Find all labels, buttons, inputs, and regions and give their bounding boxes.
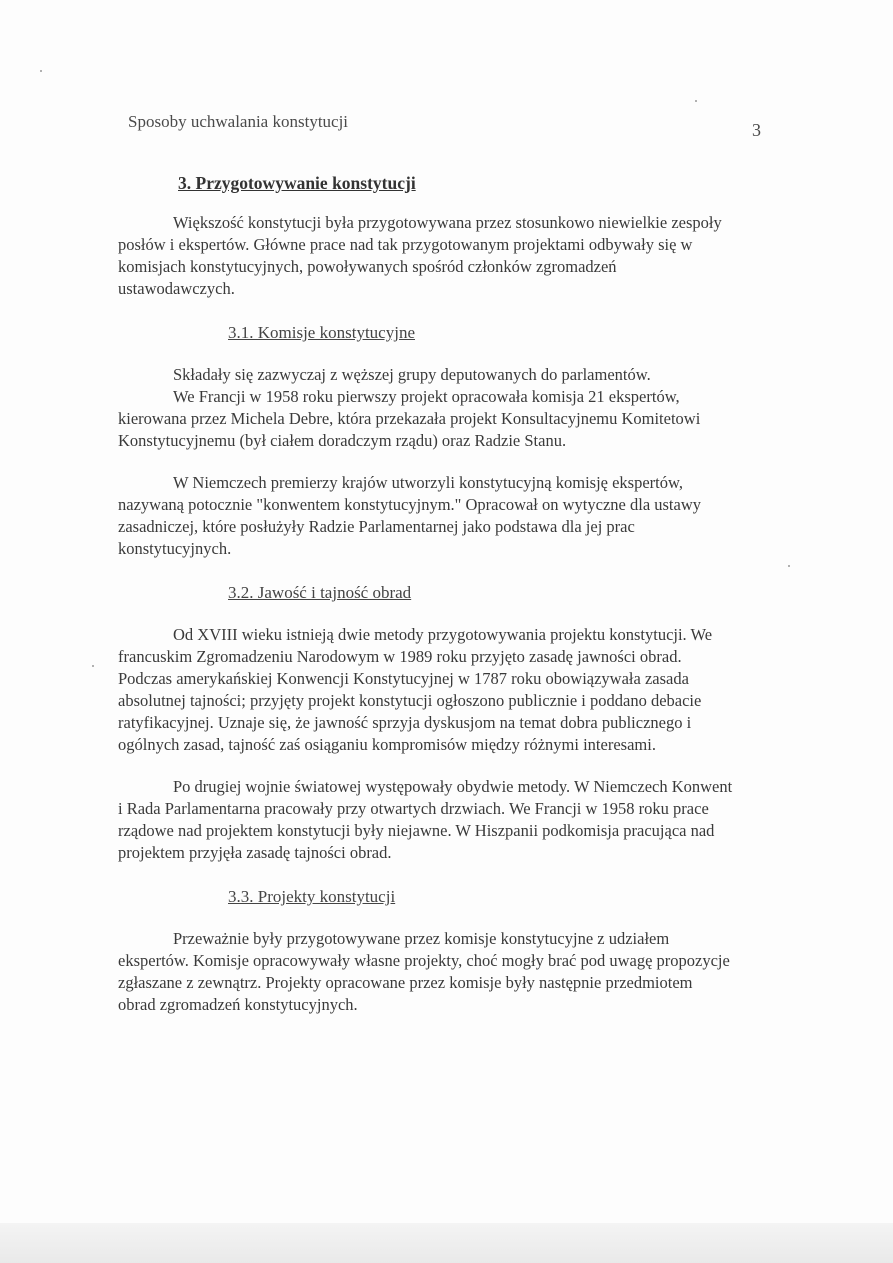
paragraph-3-1-b: We Francji w 1958 roku pierwszy projekt opracowała komisja 21 ekspertów, kierowana przez Michela Debre, która przekazała projekt Konsultacyjnemu Komitetowi Konstytucyjnemu (był ciałem doradczym rządu) oraz Radzie Stanu. bbox=[118, 387, 701, 450]
scan-speck bbox=[40, 70, 42, 72]
scan-speck bbox=[788, 565, 790, 567]
scan-speck bbox=[695, 100, 697, 102]
section-intro-paragraph: Większość konstytucji była przygotowywana przez stosunkowo niewielkie zespoły posłów i ekspertów. Główne prace nad tak przygotowanym projektami odbywały się w komisjach konstytucyjnych, powoływanych spośród członków zgromadzeń ustawodawczych. bbox=[118, 213, 722, 298]
document-body bbox=[118, 172, 733, 1016]
page-number: 3 bbox=[752, 120, 761, 140]
paragraph-3-2-b: Po drugiej wojnie światowej występowały obydwie metody. W Niemczech Konwent i Rada Parlamentarna pracowały przy otwartych drzwiach. We Francji w 1958 roku prace rządowe nad projektem konstytucji były niejawne. W Hiszpanii podkomisja pracująca nad projektem przyjęła zasadę tajności obrad. bbox=[118, 777, 733, 862]
scan-speck bbox=[92, 665, 94, 667]
subsection-title-3-2: 3.2. Jawość i tajność obrad bbox=[228, 583, 412, 602]
paragraph-3-2-a: Od XVIII wieku istnieją dwie metody przygotowywania projektu konstytucji. We francuskim Zgromadzeniu Narodowym w 1989 roku przyjęto zasadę jawności obrad. Podczas amerykańskiej Konwencji Konstytucyjnej w 1787 roku obowiązywała zasada absolutnej tajności; przyjęty projekt konstytucji ogłoszono publicznie i poddano debacie ratyfikacyjnej. Uznaje się, że jawność sprzyja dyskusjom na temat dobra publicznego i ogólnych zasad, tajność zaś osiąganiu kompromisów między różnymi interesami. bbox=[118, 625, 713, 754]
paragraph-3-1-c: W Niemczech premierzy krajów utworzyli konstytucyjną komisję ekspertów, nazywaną potocznie "konwentem konstytucyjnym." Opracował on wytyczne dla ustawy zasadniczej, które posłużyły Radzie Parlamentarnej jako podstawa dla jej prac konstytucyjnych. bbox=[118, 473, 702, 558]
section-title: 3. Przygotowywanie konstytucji bbox=[178, 173, 416, 193]
paragraph-3-3-a: Przeważnie były przygotowywane przez komisje konstytucyjne z udziałem ekspertów. Komisje opracowywały własne projekty, choć mogły brać pod uwagę propozycje zgłaszane z zewnątrz. Projekty opracowane przez komisje były następnie przedmiotem obrad zgromadzeń konstytucyjnych. bbox=[118, 929, 730, 1014]
subsection-title-3-3: 3.3. Projekty konstytucji bbox=[228, 887, 396, 906]
running-title: Sposoby uchwalania konstytucji bbox=[128, 112, 349, 131]
paragraph-3-1-a: Składały się zazwyczaj z węższej grupy deputowanych do parlamentów. bbox=[173, 365, 651, 384]
subsection-title-3-1: 3.1. Komisje konstytucyjne bbox=[228, 323, 415, 342]
scan-bottom-edge bbox=[0, 1223, 893, 1263]
